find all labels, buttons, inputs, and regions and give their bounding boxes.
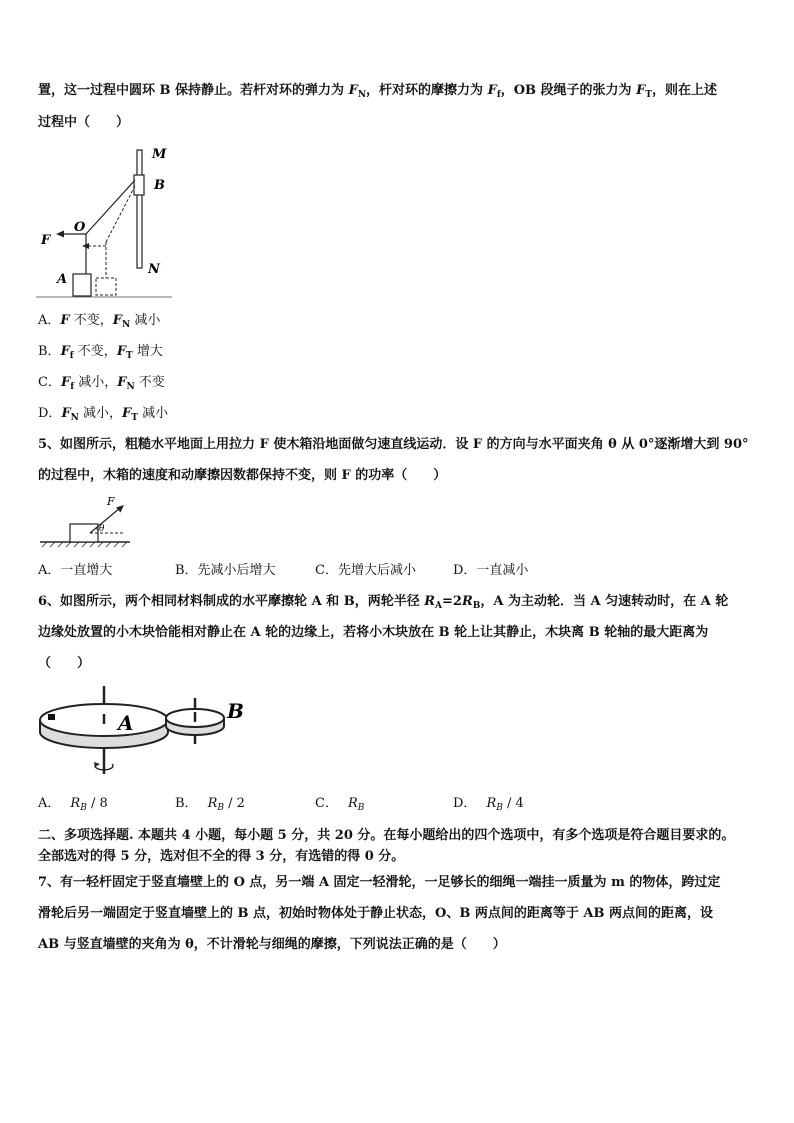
q4-stem-text-c: ，OB 段绳子的张力为 [500, 83, 637, 98]
q4-label-F: F [41, 233, 51, 248]
q6-option-a[interactable]: A． $R_B / 8$ [38, 796, 108, 813]
q6-stem-line3: （ ） [38, 656, 91, 671]
q4-label-O: O [74, 220, 86, 235]
q6-rb-symbol: $R_B$ [461, 594, 481, 611]
q5-stem-line2: 的过程中，木箱的速度和动摩擦因数都保持不变，则 F 的功率（ ） [38, 468, 447, 483]
q6-stem-line1: 6、如图所示，两个相同材料制成的水平摩擦轮 A 和 B，两轮半径 $R_A=2R_B$，A 为主动轮．当 A 匀速转动时，在 A 轮 [38, 594, 729, 611]
q6-figure [38, 684, 258, 784]
q6-label-A: A [118, 711, 134, 735]
q5-option-b[interactable]: B．先减小后增大 [175, 563, 276, 578]
q4-stem-text-d: ，则在上述 [652, 83, 718, 98]
q6-label-B: B [227, 699, 244, 723]
q6-option-c[interactable]: C． $R_B$ [315, 796, 365, 813]
q4-stem-line1 [38, 82, 717, 100]
q5-label-theta: θ [99, 524, 105, 534]
q5-figure [40, 494, 136, 552]
section2-heading-line2: 全部选对的得 5 分，选对但不全的得 3 分，有选错的得 0 分。 [38, 849, 405, 864]
q4-stem-text-a: 置，这一过程中圆环 B 保持静止。若杆对环的弹力为 [38, 83, 349, 98]
q4-option-c[interactable]: C．$F_f$ 减小，$F_N$ 不变 [38, 375, 165, 392]
q4-option-d[interactable]: D．$F_N$ 减小，$F_T$ 减小 [38, 406, 169, 423]
q4-fn-symbol: $F_N$ [348, 83, 367, 100]
section2-heading-line1: 二、多项选择题. 本题共 4 小题，每小题 5 分，共 20 分。在每小题给出的四个选项中，有多个选项是符合题目要求的。 [38, 828, 735, 843]
q5-option-d[interactable]: D．一直减小 [453, 563, 529, 578]
q4-label-A: A [57, 272, 68, 287]
q4-option-a[interactable]: A．F 不变，$F_N$ 减小 [38, 313, 161, 330]
q6-option-b[interactable]: B． $R_B / 2$ [175, 796, 245, 813]
q5-label-F: F [107, 495, 115, 508]
q4-label-B: B [154, 178, 165, 193]
q5-option-c[interactable]: C．先增大后减小 [315, 563, 416, 578]
q6-ra-symbol: $R_A$ [424, 594, 443, 611]
q4-stem-text-b: ，杆对环的摩擦力为 [366, 83, 488, 98]
q7-stem-line3: AB 与竖直墙壁的夹角为 θ，不计滑轮与细绳的摩擦，下列说法正确的是（ ） [38, 937, 506, 952]
q4-option-b[interactable]: B．$F_f$ 不变，$F_T$ 增大 [38, 344, 163, 361]
q4-ff-symbol: $F_f$ [487, 83, 501, 100]
q6-stem-line2: 边缘处放置的小木块恰能相对静止在 A 轮的边缘上，若将小木块放在 B 轮上让其静止，木块离 B 轮轴的最大距离为 [38, 625, 709, 640]
q7-stem-line2: 滑轮后另一端固定于竖直墙壁上的 B 点，初始时物体处于静止状态，O、B 两点间的距离等于 AB 两点间的距离，设 [38, 906, 714, 921]
q6-option-d[interactable]: D． $R_B / 4$ [453, 796, 524, 813]
q5-stem-line1: 5、如图所示，粗糙水平地面上用拉力 F 使木箱沿地面做匀速直线运动．设 F 的方向与水平面夹角 θ 从 0°逐渐增大到 90° [38, 437, 749, 452]
q4-figure [36, 142, 176, 302]
q7-stem-line1: 7、有一轻杆固定于竖直墙壁上的 O 点，另一端 A 固定一轻滑轮，一足够长的细绳一端挂一质量为 m 的物体，跨过定 [38, 875, 721, 890]
q4-label-M: M [152, 147, 167, 162]
q5-option-a[interactable]: A．一直增大 [38, 563, 113, 578]
q4-ft-symbol: $F_T$ [636, 83, 652, 100]
q4-label-N: N [148, 262, 160, 277]
q4-stem-line2: 过程中（ ） [38, 115, 130, 130]
